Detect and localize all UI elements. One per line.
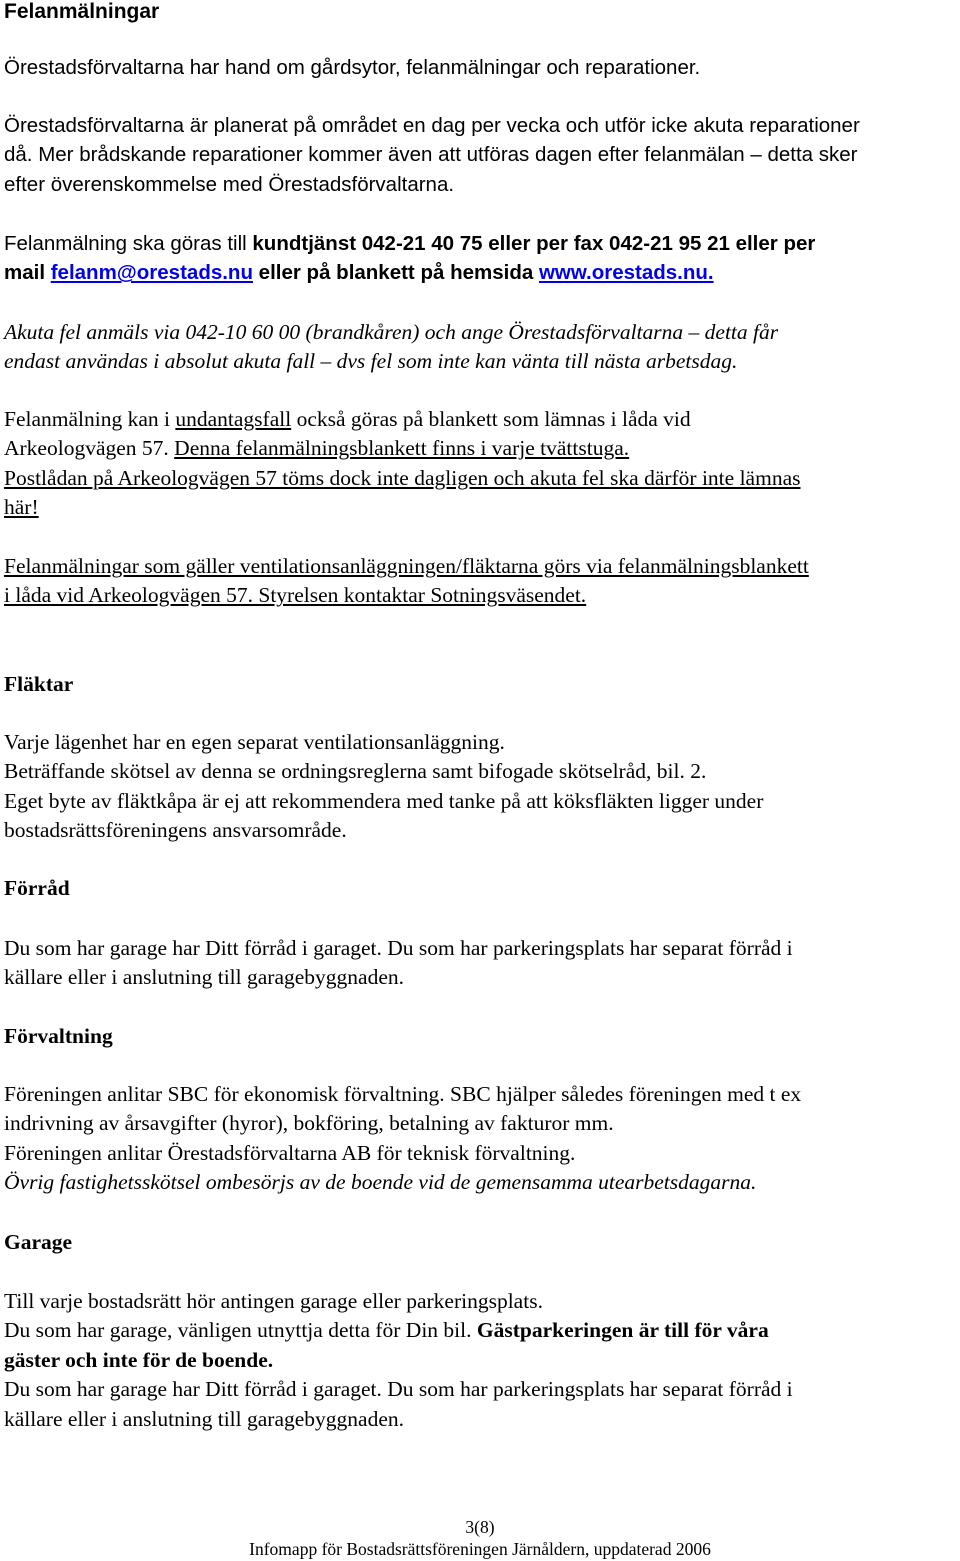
footer-text: Infomapp för Bostadsrättsföreningen Järnåldern, uppdaterad 2006 — [249, 1539, 711, 1559]
text-line: Föreningen anlitar SBC för ekonomisk förvaltning. SBC hjälper således föreningen med t ex — [4, 1082, 802, 1106]
text-line: här! — [4, 495, 39, 520]
section-heading-felanmalningar: Felanmälningar — [4, 0, 160, 23]
text-line — [4, 1346, 960, 1375]
contact-intro: Felanmälning ska göras till — [4, 232, 253, 255]
text-line — [4, 434, 960, 463]
text-line: Postlådan på Arkeologvägen 57 töms dock inte dagligen och akuta fel ska därför inte lämnas — [4, 465, 801, 490]
text-span: Arkeologvägen 57. — [4, 436, 175, 461]
text-line: Till varje bostadsrätt hör antingen garage eller parkeringsplats. — [4, 1289, 543, 1313]
italic-text: Övrig fastighetsskötsel ombesörjs av de boende vid de gemensamma utearbetsdagarna. — [4, 1170, 757, 1195]
text-line: då. Mer brådskande reparationer kommer även att utföras dagen efter felanmälan – detta sker — [4, 143, 858, 167]
forvaltning-text — [4, 1080, 960, 1198]
felanmalningar-contact — [4, 229, 960, 288]
contact-phone-fax: kundtjänst 042-21 40 75 eller per fax 042-21 95 21 eller per — [252, 232, 816, 255]
felanmalningar-urgent — [4, 318, 960, 377]
contact-mail-label: mail — [4, 261, 51, 285]
text-line: Varje lägenhet har en egen separat ventilationsanläggning. — [4, 730, 505, 754]
text-line: källare eller i anslutning till garagebyggnaden. — [4, 965, 404, 990]
italic-text: Akuta fel anmäls via 042-10 60 00 (brandkåren) och ange Örestadsförvaltarna – detta får — [4, 320, 779, 344]
text-line — [4, 229, 960, 258]
underlined-text: Denna felanmälningsblankett finns i varje tvättstuga. — [174, 436, 630, 461]
text-line: Föreningen anlitar Örestadsförvaltarna AB för teknisk förvaltning. — [4, 1140, 576, 1165]
text-line: Felanmälningar som gäller ventilationsanläggningen/fläktarna görs via felanmälningsblankett — [4, 554, 809, 578]
email-link[interactable]: felanm@orestads.nu — [50, 261, 253, 285]
text-span: Du som har garage, vänligen utnyttja detta för Din bil. — [4, 1318, 477, 1343]
paragraph: Örestadsförvaltarna har hand om gårdsytor, felanmälningar och reparationer. — [4, 56, 701, 79]
section-heading-forrad: Förråd — [4, 876, 70, 900]
text-line: indrivning av årsavgifter (hyror), bokföring, betalning av fakturor mm. — [4, 1111, 614, 1136]
section-heading-flaktar: Fläktar — [4, 672, 74, 696]
text-line — [4, 347, 960, 376]
section-heading-garage: Garage — [4, 1230, 73, 1254]
felanmalningar-intro — [4, 53, 960, 82]
text-line — [4, 405, 960, 434]
website-link[interactable]: www.orestads.nu. — [538, 261, 714, 285]
text-line: Eget byte av fläktkåpa är ej att rekommendera med tanke på att köksfläkten ligger under — [4, 788, 764, 813]
underlined-text: undantagsfall — [175, 407, 292, 431]
page-number: 3(8) — [465, 1517, 495, 1537]
text-line: i låda vid Arkeologvägen 57. Styrelsen kontaktar Sotningsväsendet. — [4, 583, 587, 608]
text-span: Felanmälning kan i — [4, 407, 176, 431]
text-line: efter överenskommelse med Örestadsförvaltarna. — [4, 172, 455, 196]
felanmalningar-ventilation — [4, 552, 960, 611]
text-line: bostadsrättsföreningens ansvarsområde. — [4, 818, 347, 843]
garage-text — [4, 1287, 960, 1434]
contact-form-text: eller på blankett på hemsida — [252, 261, 539, 285]
text-line — [4, 318, 960, 347]
felanmalningar-form — [4, 405, 960, 523]
text-span: också göras på blankett som lämnas i låda vid — [291, 407, 691, 431]
flaktar-text — [4, 728, 960, 846]
forrad-text — [4, 934, 960, 993]
bold-text: Gästparkeringen är till för våra — [476, 1318, 769, 1343]
felanmalningar-planning — [4, 111, 960, 199]
text-line: Du som har garage har Ditt förråd i garaget. Du som har parkeringsplats har separat förråd i — [4, 936, 793, 960]
text-line: källare eller i anslutning till garagebyggnaden. — [4, 1406, 404, 1431]
text-line: Örestadsförvaltarna är planerat på området en dag per vecka och utför icke akuta reparationer — [4, 114, 860, 137]
text-line — [4, 1316, 960, 1345]
text-line: Du som har garage har Ditt förråd i garaget. Du som har parkeringsplats har separat förråd i — [4, 1377, 793, 1402]
section-heading-forvaltning: Förvaltning — [4, 1024, 113, 1048]
text-line — [4, 258, 960, 287]
text-line: Beträffande skötsel av denna se ordningsreglerna samt bifogade skötselråd, bil. 2. — [4, 759, 707, 784]
text-line — [4, 1168, 960, 1197]
bold-text: gäster och inte för de boende. — [4, 1347, 274, 1372]
italic-text: endast användas i absolut akuta fall – dvs fel som inte kan vänta till nästa arbetsdag. — [4, 349, 738, 374]
